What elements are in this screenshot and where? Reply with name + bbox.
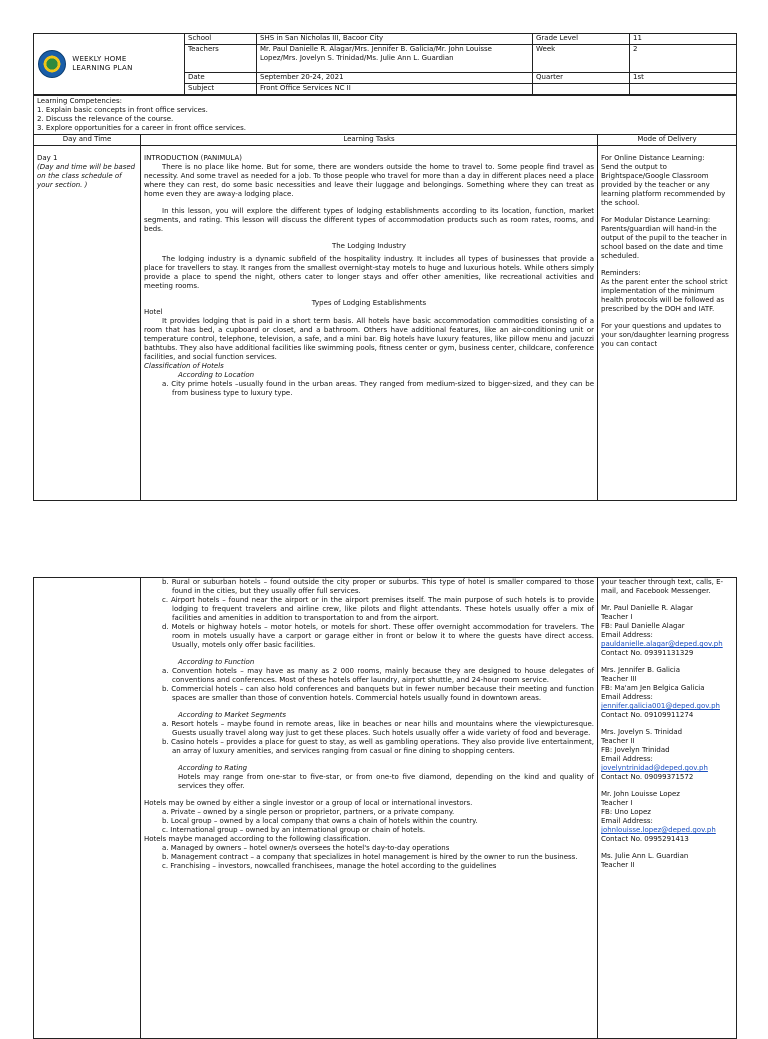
- page-1: [33, 33, 737, 511]
- quarter-value: 1st: [630, 73, 737, 84]
- task-paragraph: The Lodging Industry: [331, 242, 407, 250]
- email-link[interactable]: jennifer.galicia001@deped.gov.ph: [601, 702, 720, 710]
- delivery-line: For Online Distance Learning:: [601, 154, 705, 162]
- competency-item: 3. Explore opportunities for a career in front office services.: [37, 124, 246, 132]
- task-paragraph: According to Market Segments: [178, 711, 287, 719]
- task-paragraph: b. Casino hotels – provides a place for guest to stay, as well as gambling operations. They also provide live entertainment, an array of luxury amenities, and services ranging from casual or fine dining to shopping centers.: [162, 738, 594, 755]
- contact-line: Contact No. 0995291413: [601, 835, 689, 843]
- spacer: [601, 658, 733, 666]
- day-cell: [34, 146, 141, 501]
- contact-line: Email Address:: [601, 817, 653, 825]
- task-paragraph: According to Location: [178, 371, 255, 379]
- contact-line: Ms. Julie Ann L. Guardian: [601, 852, 689, 860]
- task-paragraph: INTRODUCTION (PANIMULA): [144, 154, 242, 162]
- delivery-line: For Modular Distance Learning:: [601, 216, 711, 224]
- page-2: [33, 577, 737, 1024]
- contact-line: Teacher I: [601, 613, 633, 621]
- task-paragraph: a. Convention hotels – may have as many as 2 000 rooms, mainly because they are designed to house delegates of conventions and conferences. Most of these hotels offer laundry, airport shuttle, and 24-hour room service.: [162, 667, 594, 684]
- contact-line: FB: Uno Lopez: [601, 808, 651, 816]
- task-paragraph: c. Airport hotels – found near the airport or in the airport premises itself. The main purpose of such hotels is to provide lodging to frequent travelers and airline crew, like pilots and flight attendants. These hotels usually offer a mix of facilities and amenities in addition to transportation to and from the airport.: [162, 596, 594, 622]
- contact-line: FB: Paul Danielle Alagar: [601, 622, 685, 630]
- quarter-label: Quarter: [533, 73, 630, 84]
- task-paragraph: b. Management contract – a company that specializes in hotel management is hired by the owner to run the business.: [162, 853, 578, 861]
- task-paragraph: Hotels may be owned by either a single investor or a group of local or international investors.: [144, 799, 473, 807]
- week-label: Week: [533, 45, 630, 73]
- col-header-day: Day and Time: [34, 135, 141, 146]
- school-value: SHS in San Nicholas III, Bacoor City: [257, 34, 533, 45]
- email-line: [601, 764, 733, 773]
- contact-line: Mrs. Jovelyn S. Trinidad: [601, 728, 683, 736]
- task-paragraph: In this lesson, you will explore the different types of lodging establishments according to its location, function, market segments, and rating. This lesson will discuss the different types of accommodation products such as room rates, rooms, and beds.: [144, 207, 594, 233]
- subject-label: Subject: [185, 84, 257, 95]
- spacer: [601, 314, 733, 322]
- spacer: [601, 720, 733, 728]
- school-label: School: [185, 34, 257, 45]
- spacer: [601, 261, 733, 269]
- contact-line: your teacher through text, calls, E-mail, and Facebook Messenger.: [601, 578, 724, 595]
- task-paragraph: It provides lodging that is paid in a short term basis. All hotels have basic accommodation commodities consisting of a room that has bed, a cupboard or closet, and a bathroom. Others have additional features, like an air-conditioning unit or temperature control, telephone, television, a safe, and a mini bar. Big hotels have luxury features, like pillow menu and jacuzzi bathtubs. They also have additional facilities like swimming pools, fitness center or gym, business center, childcare, conference facilities, and social function services.: [144, 317, 594, 361]
- task-paragraph: a. Managed by owners – hotel owner/s oversees the hotel's day-to-day operations: [162, 844, 450, 852]
- spacer: [601, 208, 733, 216]
- date-value: September 20-24, 2021: [257, 73, 533, 84]
- task-paragraph: d. Motels or highway hotels – motor hotels, or motels for short. These offer overnight accommodation for travelers. The room in motels usually have a carport or garage either in front or below it to where the guests have direct access. Usually, motels only offer basic facilities.: [162, 623, 594, 649]
- grade-label: Grade Level: [533, 34, 630, 45]
- contact-line: Teacher II: [601, 737, 635, 745]
- day-note: (Day and time will be based on the class schedule of your section. ): [37, 163, 136, 189]
- task-paragraph: Hotels may range from one-star to five-star, or from one-to five diamond, depending on the kind and quality of services they offer.: [178, 773, 594, 790]
- body-table-page-2: [33, 577, 737, 1039]
- subject-value: Front Office Services NC II: [257, 84, 533, 95]
- spacer: [144, 791, 594, 799]
- delivery-line: Parents/guardian will hand-in the output of the pupil to the teacher in school based on the date and time scheduled.: [601, 225, 727, 260]
- email-link[interactable]: jovelyntrinidad@deped.gov.ph: [601, 764, 708, 772]
- competency-item: 1. Explain basic concepts in front office services.: [37, 106, 208, 114]
- contact-line: Mrs. Jennifer B. Galicia: [601, 666, 681, 674]
- body-table-page-1: [33, 95, 737, 501]
- email-line: [601, 826, 733, 835]
- task-paragraph: Hotel: [144, 308, 163, 316]
- task-paragraph: The lodging industry is a dynamic subfield of the hospitality industry. It includes all types of businesses that provide a place for travellers to stay. It ranges from the smallest overnight-stay motels to huge and luxurious hotels. While others simply provide a place to spend the night, others cater to longer stays and offer other amenities, like recreational activities and meeting rooms.: [144, 255, 594, 290]
- header-table: [33, 33, 737, 95]
- task-paragraph: a. Private – owned by a single person or proprietor, partners, or a private company.: [162, 808, 455, 816]
- col-header-tasks: Learning Tasks: [141, 135, 598, 146]
- plan-title-line-1: WEEKLY HOME: [72, 55, 127, 63]
- grade-value: 11: [630, 34, 737, 45]
- spacer: [144, 703, 594, 711]
- spacer: [144, 650, 594, 658]
- learning-tasks-cell: [141, 146, 598, 501]
- contact-line: Email Address:: [601, 755, 653, 763]
- task-paragraph: According to Function: [178, 658, 255, 666]
- spacer: [601, 596, 733, 604]
- competency-item: 2. Discuss the relevance of the course.: [37, 115, 174, 123]
- contact-line: Teacher I: [601, 799, 633, 807]
- contact-line: Email Address:: [601, 631, 653, 639]
- spacer: [144, 756, 594, 764]
- contact-line: Mr. John Louisse Lopez: [601, 790, 680, 798]
- day-title: Day 1: [37, 154, 58, 162]
- contact-line: Contact No. 09109911274: [601, 711, 694, 719]
- email-line: [601, 640, 733, 649]
- task-paragraph: There is no place like home. But for some, there are wonders outside the home to travel to. Some people find travel as necessity. And some travel as needed for a job. To those people who travel for more than a day in different places need a place where they can rest, do some basic necessities and leave their luggage and belongings. Something where they can treat as home even they are away-a lodging place.: [144, 163, 594, 198]
- delivery-line: As the parent enter the school strict implementation of the minimum health protocols will be followed as prescribed by the DOH and IATF.: [601, 278, 728, 313]
- spacer: [601, 844, 733, 852]
- delivery-line: Send the output to Brightspace/Google Classroom provided by the teacher or any learning platform recommended by the school.: [601, 163, 726, 207]
- teachers-label: Teachers: [185, 45, 257, 73]
- contact-line: FB: Ma'am Jen Belgica Galicia: [601, 684, 705, 692]
- delivery-line: For your questions and updates to your son/daughter learning progress you can contact: [601, 322, 729, 348]
- deped-seal-icon: [38, 50, 66, 78]
- contact-line: Teacher II: [601, 861, 635, 869]
- contact-line: Contact No. 09391131329: [601, 649, 694, 657]
- contact-line: Mr. Paul Danielle R. Alagar: [601, 604, 694, 612]
- week-value: 2: [630, 45, 737, 73]
- task-paragraph: Classification of Hotels: [144, 362, 224, 370]
- task-paragraph: b. Local group – owned by a local company that owns a chain of hotels within the country.: [162, 817, 478, 825]
- email-line: [601, 702, 733, 711]
- teachers-value: Mr. Paul Danielle R. Alagar/Mrs. Jennifer B. Galicia/Mr. John Louisse Lopez/Mrs. Jovelyn S. Trinidad/Ms. Julie Ann L. Guardian: [257, 45, 533, 73]
- delivery-line: Reminders:: [601, 269, 641, 277]
- mode-of-delivery-cell: [598, 146, 737, 501]
- plan-title-line-2: LEARNING PLAN: [72, 64, 133, 72]
- task-paragraph: b. Commercial hotels – can also hold conferences and banquets but in fewer number because their meeting and function spaces are smaller than those of convention hotels. Commercial hotels usually found in downtown areas.: [162, 685, 594, 702]
- competencies-heading: Learning Competencies:: [37, 97, 122, 105]
- task-paragraph: b. Rural or suburban hotels – found outside the city proper or suburbs. This type of hotel is smaller compared to those found in the cities, but they usually offer full services.: [162, 578, 594, 595]
- spacer: [144, 199, 594, 207]
- contact-line: Email Address:: [601, 693, 653, 701]
- contact-line: Contact No. 09099371572: [601, 773, 694, 781]
- task-paragraph: c. Franchising – investors, nowcalled franchisees, manage the hotel according to the guidelines: [162, 862, 497, 870]
- task-paragraph: a. City prime hotels –usually found in the urban areas. They ranged from medium-sized to bigger-sized, and they can be from business type to luxury type.: [162, 380, 594, 397]
- logo-cell: [34, 34, 185, 95]
- task-paragraph: Hotels maybe managed according to the following classification.: [144, 835, 371, 843]
- email-link[interactable]: johnlouisse.lopez@deped.gov.ph: [601, 826, 716, 834]
- contact-line: FB: Jovelyn Trinidad: [601, 746, 670, 754]
- mode-of-delivery-cell-continued: [598, 578, 737, 1039]
- col-header-mode: Mode of Delivery: [598, 135, 737, 146]
- spacer: [601, 782, 733, 790]
- task-paragraph: Types of Lodging Establishments: [311, 299, 427, 307]
- day-cell-continued: [34, 578, 141, 1039]
- contact-line: Teacher III: [601, 675, 637, 683]
- email-link[interactable]: pauldanielle.alagar@deped.gov.ph: [601, 640, 723, 648]
- spacer: [144, 234, 594, 242]
- learning-competencies: [34, 96, 737, 135]
- task-paragraph: According to Rating: [178, 764, 248, 772]
- spacer: [144, 291, 594, 299]
- date-label: Date: [185, 73, 257, 84]
- task-paragraph: a. Resort hotels – maybe found in remote areas, like in beaches or near hills and mountains where the viewpicturesque. Guests usually travel along way just to get these places. Such hotels usually offer a wide variety of food and beverage.: [162, 720, 594, 737]
- plan-title: [72, 55, 132, 73]
- learning-tasks-cell-continued: [141, 578, 598, 1039]
- task-paragraph: c. International group – owned by an international group or chain of hotels.: [162, 826, 426, 834]
